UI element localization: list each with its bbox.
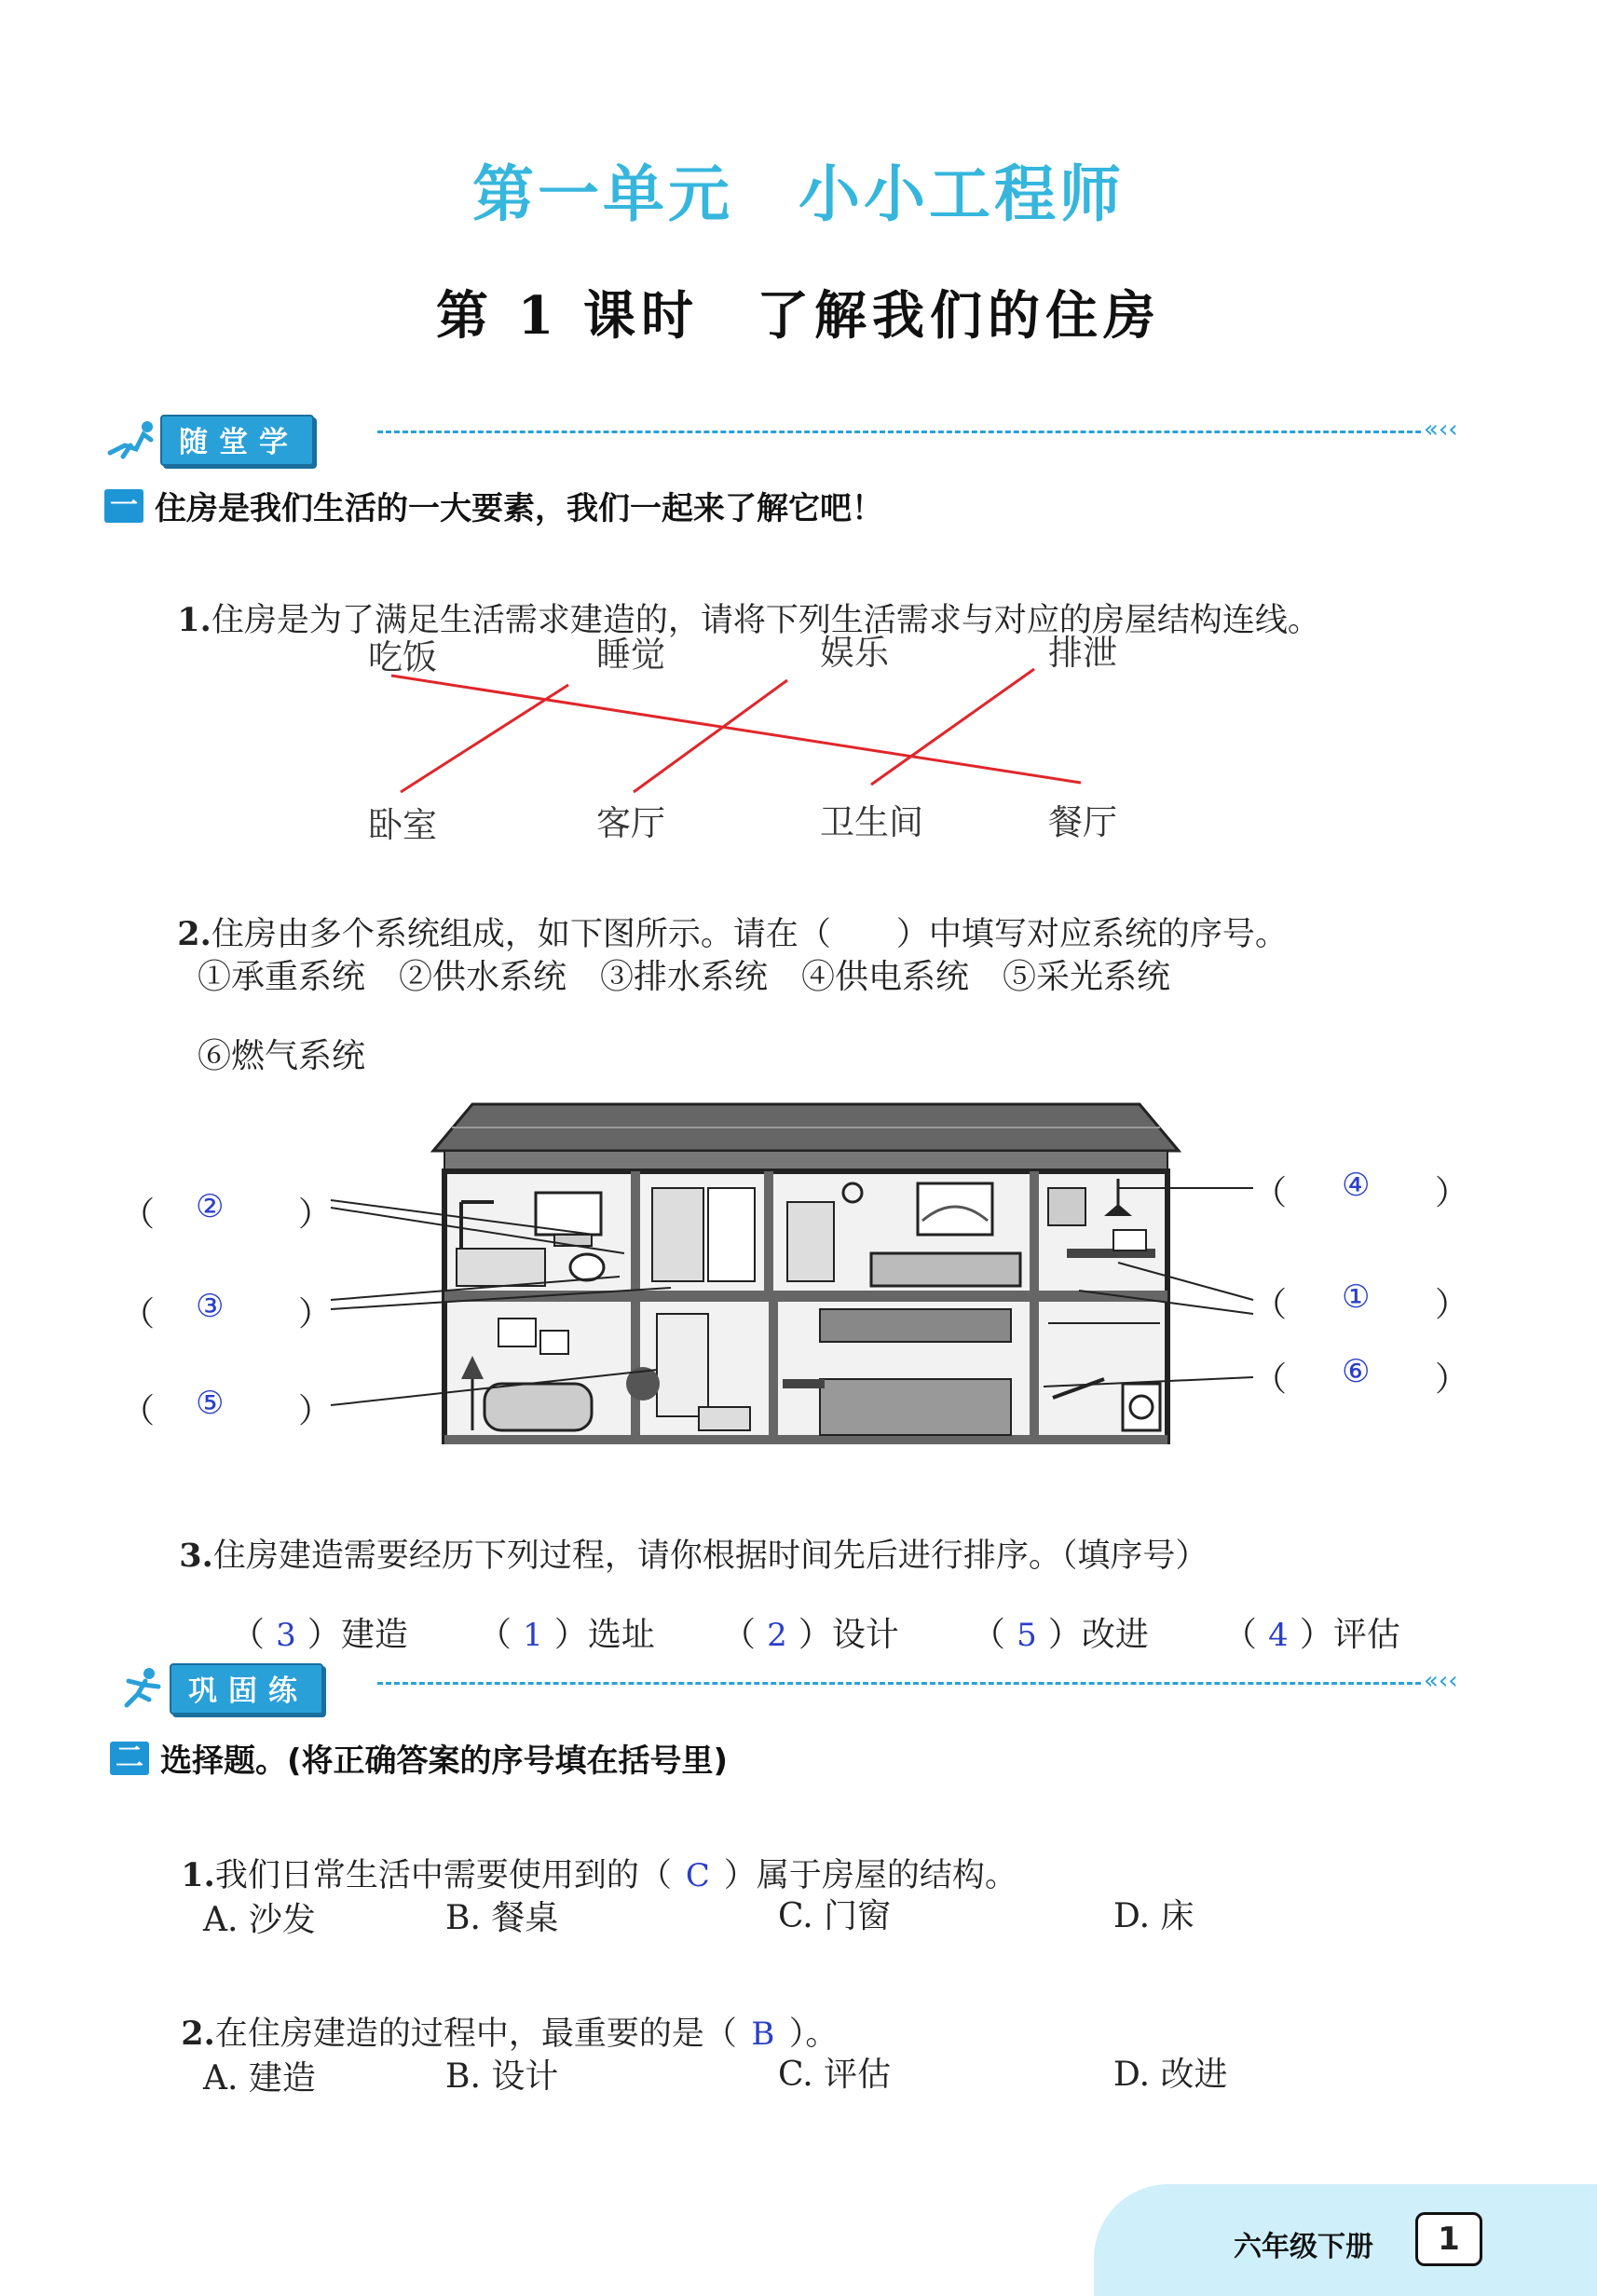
systems-list-line1: ①承重系统 ②供水系统 ③排水系统 ④供电系统 ⑤采光系统: [198, 958, 1171, 996]
sequence-label: 设计: [831, 1616, 899, 1654]
answer-value: ⑤: [196, 1385, 225, 1422]
question-text-before: 在住房建造的过程中，最重要的是（: [214, 2016, 737, 2053]
question-text: 住房由多个系统组成，如下图所示。请在（ ）中填写对应系统的序号。: [211, 916, 1288, 953]
choice-option: A. 沙发: [203, 1901, 316, 1939]
question-number: 1.: [177, 601, 212, 639]
page-number: 1: [1415, 2212, 1482, 2266]
choice-option: C. 评估: [778, 2056, 892, 2094]
need-word: 睡觉: [596, 635, 665, 675]
answer-slot-left-2[interactable]: （ ③ ）: [121, 1288, 333, 1333]
answer-slot-left-1[interactable]: （ ② ）: [121, 1188, 333, 1234]
part-number-badge: 一: [104, 489, 143, 523]
part-title: 住房是我们生活的一大要素，我们一起来了解它吧！: [155, 490, 883, 527]
answer-value: 1: [523, 1617, 543, 1654]
need-word: 排泄: [1048, 633, 1117, 673]
sequence-item[interactable]: （ 1 ）选址: [477, 1616, 655, 1654]
question-number: 1.: [181, 1856, 215, 1894]
question-text-before: 我们日常生活中需要使用到的（: [214, 1857, 672, 1894]
answer-value: 2: [767, 1617, 787, 1654]
question-number: 2.: [181, 2015, 215, 2053]
need-word: 娱乐: [820, 633, 889, 673]
choice-option: A. 建造: [203, 2059, 316, 2098]
choice-option: C. 门窗: [778, 1897, 892, 1935]
page-footer: [1094, 2184, 1597, 2296]
room-word: 卧室: [368, 805, 437, 845]
answer-value: 3: [276, 1617, 296, 1654]
answer-value: ③: [196, 1288, 225, 1325]
question-3: [158, 1493, 1208, 1577]
sequence-item[interactable]: （ 5 ）改进: [971, 1616, 1149, 1654]
sequence-item[interactable]: （ 3 ）建造: [230, 1616, 408, 1654]
answer-value[interactable]: C: [685, 1857, 710, 1894]
sequence-label: 评估: [1332, 1616, 1400, 1654]
choice-question-2: [160, 1971, 838, 2055]
answer-value: ⑥: [1342, 1353, 1371, 1390]
room-word: 餐厅: [1048, 802, 1117, 842]
unit-title: 第一单元 小小工程师: [472, 158, 1125, 230]
answer-slot-left-3[interactable]: （ ⑤ ）: [121, 1385, 333, 1430]
sequence-label: 选址: [587, 1616, 655, 1654]
runner-icon: [112, 1666, 170, 1711]
answer-value: ④: [1342, 1167, 1371, 1204]
choice-option: D. 床: [1113, 1897, 1194, 1935]
need-word: 吃饭: [368, 637, 437, 677]
grade-label: 六年级下册: [1234, 2231, 1373, 2263]
question-number: 3.: [179, 1537, 213, 1575]
section-label-learn: 随堂学: [160, 415, 314, 466]
room-word: 卫生间: [820, 802, 923, 842]
arrow-end-icon: «‹‹: [1424, 416, 1458, 444]
choice-option: D. 改进: [1113, 2056, 1228, 2094]
part-title: 选择题。(将正确答案的序号填在括号里): [160, 1742, 729, 1780]
answer-slot-right-1[interactable]: （ ④ ）: [1253, 1167, 1469, 1212]
lesson-title: 第 1 课时 了解我们的住房: [436, 285, 1161, 347]
answer-slot-right-3[interactable]: （ ⑥ ）: [1253, 1353, 1469, 1399]
sequence-label: 改进: [1081, 1616, 1149, 1654]
question-number: 2.: [177, 915, 212, 953]
section-banner-practice: [112, 1666, 323, 1711]
room-word: 客厅: [596, 803, 665, 843]
question-text: 住房建造需要经历下列过程，请你根据时间先后进行排序。（填序号）: [212, 1538, 1208, 1575]
sequence-label: 建造: [340, 1616, 408, 1654]
answer-value: ②: [196, 1188, 225, 1225]
part-heading-2: [110, 1735, 728, 1781]
systems-list-line2: ⑥燃气系统: [198, 1037, 366, 1075]
sequence-item[interactable]: （ 4 ）评估: [1222, 1616, 1400, 1654]
answer-value: ①: [1342, 1278, 1371, 1316]
sequence-item[interactable]: （ 2 ）设计: [721, 1616, 899, 1654]
choice-question-1: [160, 1812, 1017, 1896]
question-text-after: ）。: [788, 2016, 839, 2053]
answer-value: 5: [1017, 1617, 1037, 1654]
question-text-after: ）属于房屋的结构。: [723, 1857, 1017, 1894]
dashed-divider: [377, 1682, 1421, 1685]
part-number-badge: 二: [110, 1742, 149, 1775]
answer-slot-right-2[interactable]: （ ① ）: [1253, 1278, 1469, 1324]
section-label-practice: 巩固练: [170, 1663, 323, 1715]
choice-option: B. 设计: [445, 2057, 559, 2096]
choice-option: B. 餐桌: [445, 1899, 559, 1937]
answer-value: 4: [1268, 1617, 1289, 1654]
answer-value[interactable]: B: [751, 2016, 775, 2053]
arrow-end-icon: «‹‹: [1424, 1667, 1458, 1695]
question-text: 住房是为了满足生活需求建造的，请将下列生活需求与对应的房屋结构连线。: [211, 602, 1320, 639]
